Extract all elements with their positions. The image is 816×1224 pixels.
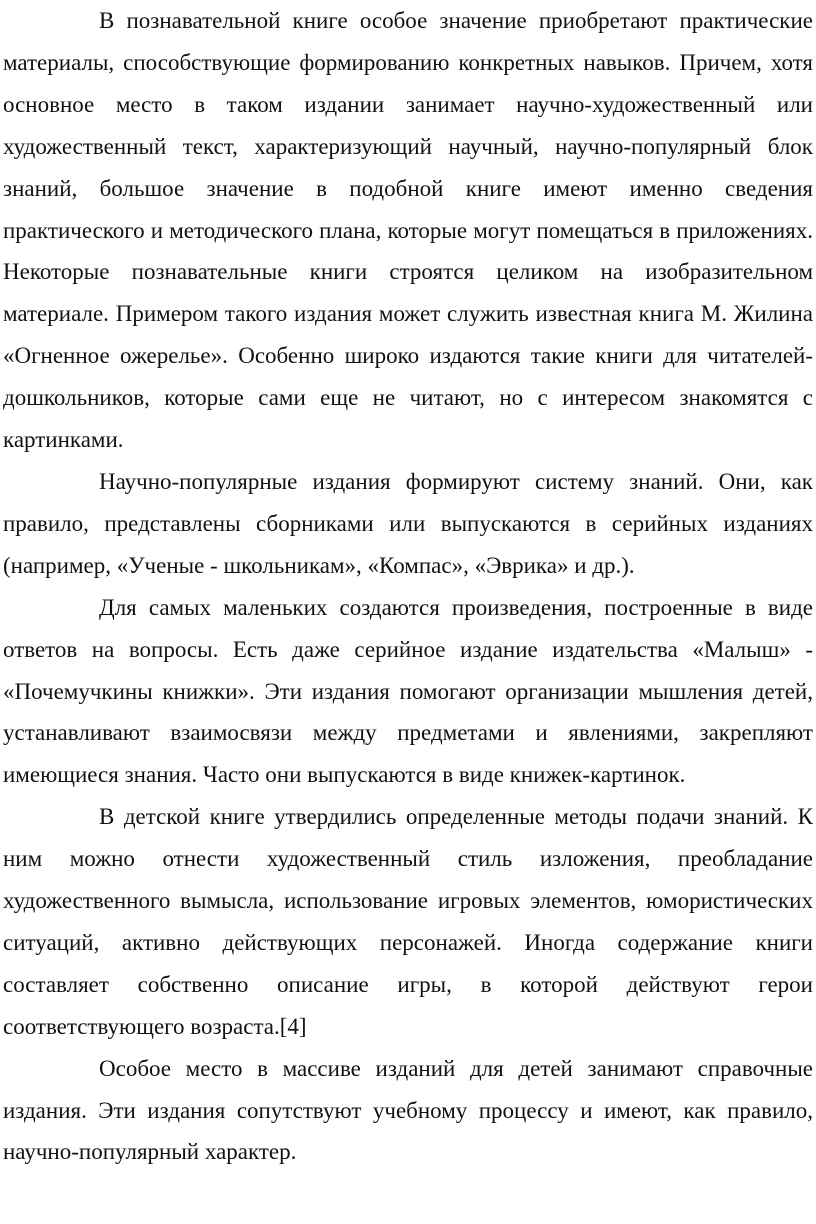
paragraph-2: Научно-популярные издания формируют систему знаний. Они, как правило, представлены сборниками или выпускаются в серийных изданиях (например, «Ученые - школьникам», «Компас», «Эврика» и др.).	[3, 468, 813, 578]
paragraph-3: Для самых маленьких создаются произведения, построенные в виде ответов на вопросы. Есть даже серийное издание издательства «Малыш» - «Почемучкины книжки». Эти издания помогают организации мышления детей, устанавливают взаимосвязи между предметами и явлениями, закрепляют имеющиеся знания. Часто они выпускаются в виде книжек-картинок.	[3, 594, 813, 788]
paragraph-5: Особое место в массиве изданий для детей занимают справочные издания. Эти издания сопутствуют учебному процессу и имеют, как правило, научно-популярный характер.	[3, 1055, 813, 1165]
paragraph-4: В детской книге утвердились определенные методы подачи знаний. К ним можно отнести художественный стиль изложения, преобладание художественного вымысла, использование игровых элементов, юмористических ситуаций, активно действующих персонажей. Иногда содержание книги составляет собственно описание игры, в которой действуют герои соответствующего возраста.[4]	[3, 804, 813, 1039]
paragraph-1: В познавательной книге особое значение приобретают практические материалы, способствующие формированию конкретных навыков. Причем, хотя основное место в таком издании занимает научно-художественный или художественный текст, характеризующий научный, научно-популярный блок знаний, большое значение в подобной книге имеют именно сведения практического и методического плана, которые могут помещаться в приложениях. Некоторые познавательные книги строятся целиком на изобразительном материале. Примером такого издания может служить известная книга М. Жилина «Огненное ожерелье». Особенно широко издаются такие книги для читателей-дошкольников, которые сами еще не читают, но с интересом знакомятся с картинками.	[3, 8, 813, 453]
